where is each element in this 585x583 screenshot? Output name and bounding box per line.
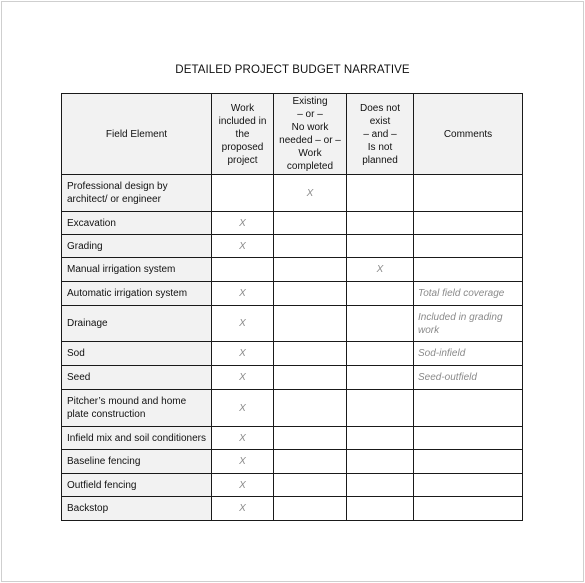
not-exist-mark (347, 450, 414, 474)
not-exist-mark (347, 306, 414, 342)
existing-mark (274, 306, 347, 342)
existing-mark (274, 342, 347, 366)
comment-cell (414, 427, 523, 450)
existing-mark (274, 390, 347, 427)
not-exist-mark (347, 427, 414, 450)
existing-mark (274, 235, 347, 258)
header-existing-line: – or – (297, 109, 323, 120)
existing-mark (274, 497, 347, 521)
field-element-cell: Sod (62, 342, 212, 366)
comment-cell (414, 258, 523, 282)
comment-cell: Total field coverage (414, 282, 523, 306)
comment-cell (414, 175, 523, 212)
header-not-exist-line: Is not (367, 141, 393, 153)
document-title: DETAILED PROJECT BUDGET NARRATIVE (175, 64, 410, 76)
table-row (62, 366, 523, 390)
included-mark: X (212, 342, 274, 366)
included-mark: X (212, 427, 274, 450)
comment-cell: Sod-infield (414, 342, 523, 366)
included-mark (212, 175, 274, 212)
included-mark: X (212, 235, 274, 258)
field-element-cell: Backstop (62, 497, 212, 521)
field-element-cell: Pitcher’s mound and home plate construction (62, 390, 212, 427)
header-existing-line: Existing (292, 96, 328, 107)
not-exist-mark (347, 390, 414, 427)
existing-mark (274, 282, 347, 306)
field-element-cell: Drainage (62, 306, 212, 342)
header-existing-line: Work (298, 148, 322, 159)
table-row (62, 342, 523, 366)
comment-cell (414, 474, 523, 497)
header-existing-line: needed – or – (279, 135, 341, 146)
header-existing (274, 94, 347, 175)
not-exist-mark: X (347, 258, 414, 282)
table-row (62, 235, 523, 258)
field-element-cell: Seed (62, 366, 212, 390)
header-not-exist-line: planned (362, 154, 398, 166)
existing-mark (274, 427, 347, 450)
included-mark: X (212, 282, 274, 306)
not-exist-mark (347, 474, 414, 497)
included-mark (212, 258, 274, 282)
field-element-cell: Outfield fencing (62, 474, 212, 497)
table-row (62, 258, 523, 282)
header-not-exist-line: exist (369, 115, 391, 127)
table-row (62, 306, 523, 342)
field-element-cell: Professional design by architect/ or engineer (62, 175, 212, 212)
comment-cell (414, 390, 523, 427)
field-element-cell: Grading (62, 235, 212, 258)
header-included-line: the (235, 128, 250, 140)
not-exist-mark (347, 212, 414, 235)
included-mark: X (212, 212, 274, 235)
header-included-line: included in (218, 115, 267, 127)
included-mark: X (212, 366, 274, 390)
not-exist-mark (347, 497, 414, 521)
not-exist-mark (347, 366, 414, 390)
header-field-element: Field Element (62, 94, 212, 175)
comment-cell (414, 450, 523, 474)
comment-cell (414, 212, 523, 235)
existing-mark (274, 212, 347, 235)
not-exist-mark (347, 282, 414, 306)
table-row (62, 282, 523, 306)
header-not-exist-line: – and – (363, 128, 397, 140)
comment-cell: Seed-outfield (414, 366, 523, 390)
included-mark: X (212, 390, 274, 427)
field-element-cell: Manual irrigation system (62, 258, 212, 282)
field-element-cell: Excavation (62, 212, 212, 235)
table-row (62, 474, 523, 497)
budget-table (61, 93, 523, 521)
not-exist-mark (347, 342, 414, 366)
header-existing-line: No work (291, 122, 329, 133)
included-mark: X (212, 497, 274, 521)
table-row (62, 450, 523, 474)
header-included-line: Work (230, 102, 255, 114)
table-row (62, 390, 523, 427)
table-row (62, 427, 523, 450)
not-exist-mark (347, 235, 414, 258)
header-not-exist (347, 94, 414, 175)
comment-cell: Included in grading work (414, 306, 523, 342)
existing-mark: X (274, 175, 347, 212)
included-mark: X (212, 474, 274, 497)
existing-mark (274, 450, 347, 474)
header-included (212, 94, 274, 175)
included-mark: X (212, 306, 274, 342)
header-not-exist-line: Does not (359, 102, 401, 114)
header-comments: Comments (414, 94, 523, 175)
existing-mark (274, 366, 347, 390)
field-element-cell: Baseline fencing (62, 450, 212, 474)
included-mark: X (212, 450, 274, 474)
header-existing-line: completed (286, 161, 334, 172)
table-row (62, 175, 523, 212)
table-row (62, 497, 523, 521)
header-included-line: proposed (221, 141, 264, 153)
existing-mark (274, 474, 347, 497)
header-row (62, 94, 523, 175)
comment-cell (414, 497, 523, 521)
field-element-cell: Infield mix and soil conditioners (62, 427, 212, 450)
existing-mark (274, 258, 347, 282)
not-exist-mark (347, 175, 414, 212)
table-row (62, 212, 523, 235)
header-included-line: project (227, 154, 258, 166)
comment-cell (414, 235, 523, 258)
field-element-cell: Automatic irrigation system (62, 282, 212, 306)
